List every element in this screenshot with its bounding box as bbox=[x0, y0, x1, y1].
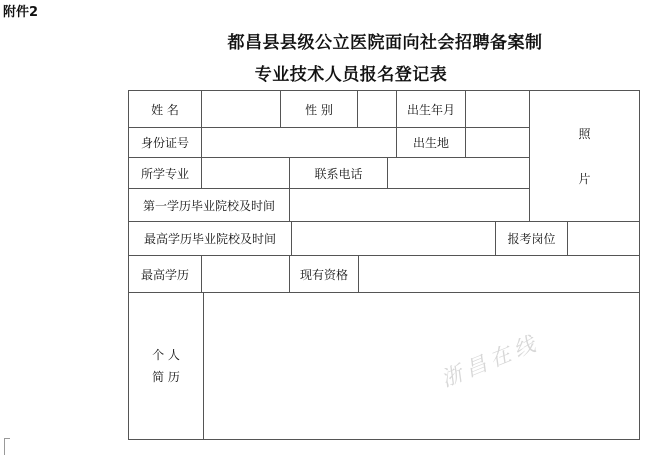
position-label: 报考岗位 bbox=[495, 221, 568, 256]
gender-label: 性 别 bbox=[280, 90, 358, 128]
resume-label-1: 个 人 bbox=[152, 348, 180, 362]
form-title-line-2: 专业技术人员报名登记表 bbox=[254, 65, 448, 85]
highest-education-school-input-cell[interactable] bbox=[291, 221, 496, 256]
photo-box[interactable] bbox=[529, 90, 640, 222]
highest-education-input-cell[interactable] bbox=[201, 255, 290, 293]
birth-date-input-cell[interactable] bbox=[465, 90, 530, 128]
watermark: 浙昌在线 bbox=[437, 330, 544, 392]
photo-label-2: 片 bbox=[578, 172, 591, 186]
first-education-input-cell[interactable] bbox=[289, 188, 530, 222]
birth-date-label: 出生年月 bbox=[396, 90, 466, 128]
attachment-label: 附件2 bbox=[3, 5, 39, 20]
resume-label-2: 简 历 bbox=[152, 370, 180, 384]
phone-label: 联系电话 bbox=[289, 157, 388, 189]
first-education-label: 第一学历毕业院校及时间 bbox=[128, 188, 290, 222]
highest-education-label: 最高学历 bbox=[128, 255, 202, 293]
qualification-label: 现有资格 bbox=[289, 255, 359, 293]
phone-input-cell[interactable] bbox=[387, 157, 530, 189]
name-input-cell[interactable] bbox=[201, 90, 281, 128]
gender-input-cell[interactable] bbox=[357, 90, 397, 128]
birthplace-label: 出生地 bbox=[396, 127, 466, 158]
major-label: 所学专业 bbox=[128, 157, 202, 189]
resume-label bbox=[128, 292, 204, 440]
photo-label-1: 照 bbox=[578, 127, 591, 141]
resume-input-cell[interactable] bbox=[203, 292, 640, 440]
qualification-input-cell[interactable] bbox=[358, 255, 640, 293]
id-number-input-cell[interactable] bbox=[201, 127, 397, 158]
position-input-cell[interactable] bbox=[567, 221, 640, 256]
highest-education-school-label: 最高学历毕业院校及时间 bbox=[128, 221, 292, 256]
form-title-line-1: 都昌县县级公立医院面向社会招聘备案制 bbox=[227, 33, 543, 53]
page-edge-mark bbox=[4, 438, 5, 455]
page-edge-mark-foot bbox=[4, 438, 10, 439]
birthplace-input-cell[interactable] bbox=[465, 127, 530, 158]
id-number-label: 身份证号 bbox=[128, 127, 202, 158]
name-label: 姓 名 bbox=[128, 90, 202, 128]
major-input-cell[interactable] bbox=[201, 157, 290, 189]
